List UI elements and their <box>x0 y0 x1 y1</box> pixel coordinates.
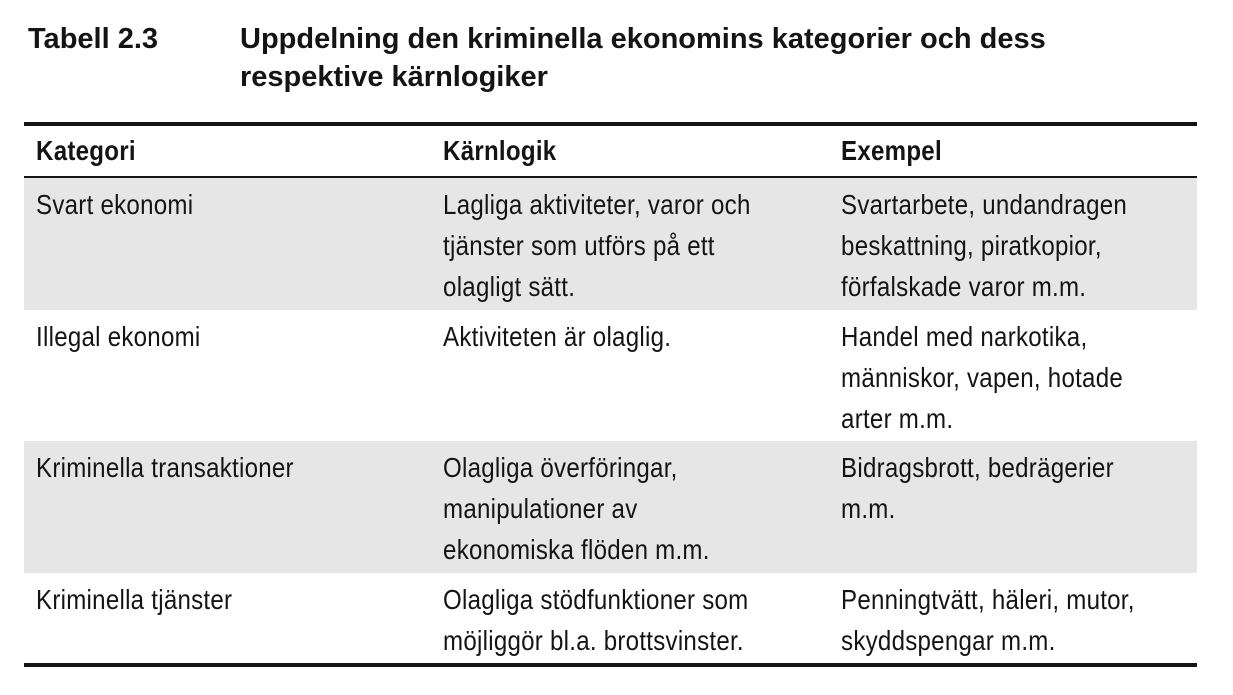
header-exempel: Exempel <box>840 135 942 166</box>
table-header-row <box>24 126 1197 178</box>
table-title: Uppdelning den kriminella ekonomins kategorier och dess respektive kärnlogiker <box>240 23 1046 93</box>
cell-kategori: Kriminella transaktioner <box>36 452 294 483</box>
cell-karnlogik: Olagliga stödfunktioner som möjliggör bl.a. brottsvinster. <box>442 584 749 656</box>
cell-exempel: Penningtvätt, häleri, mutor, skyddspengar m.m. <box>840 584 1135 656</box>
cell-karnlogik: Olagliga överföringar, manipulationer av ekonomiska flöden m.m. <box>442 452 710 565</box>
cell-exempel: Bidragsbrott, bedrägerier m.m. <box>840 452 1114 524</box>
cell-exempel: Svartarbete, undandragen beskattning, piratkopior, förfalskade varor m.m. <box>840 189 1127 302</box>
cell-kategori: Illegal ekonomi <box>36 321 201 352</box>
header-kategori: Kategori <box>36 135 136 166</box>
table-row <box>24 178 1197 310</box>
cell-exempel: Handel med narkotika, människor, vapen, hotade arter m.m. <box>840 321 1123 434</box>
cell-karnlogik: Aktiviteten är olaglig. <box>442 321 672 352</box>
table-row <box>24 441 1197 573</box>
table-row <box>24 310 1197 441</box>
cell-kategori: Kriminella tjänster <box>36 584 233 615</box>
data-table <box>24 122 1197 667</box>
cell-karnlogik: Lagliga aktiviteter, varor och tjänster som utförs på ett olagligt sätt. <box>442 189 751 302</box>
table-number: Tabell 2.3 <box>28 23 159 55</box>
cell-kategori: Svart ekonomi <box>36 189 194 220</box>
table-row <box>24 573 1197 663</box>
header-karnlogik: Kärnlogik <box>442 135 557 166</box>
